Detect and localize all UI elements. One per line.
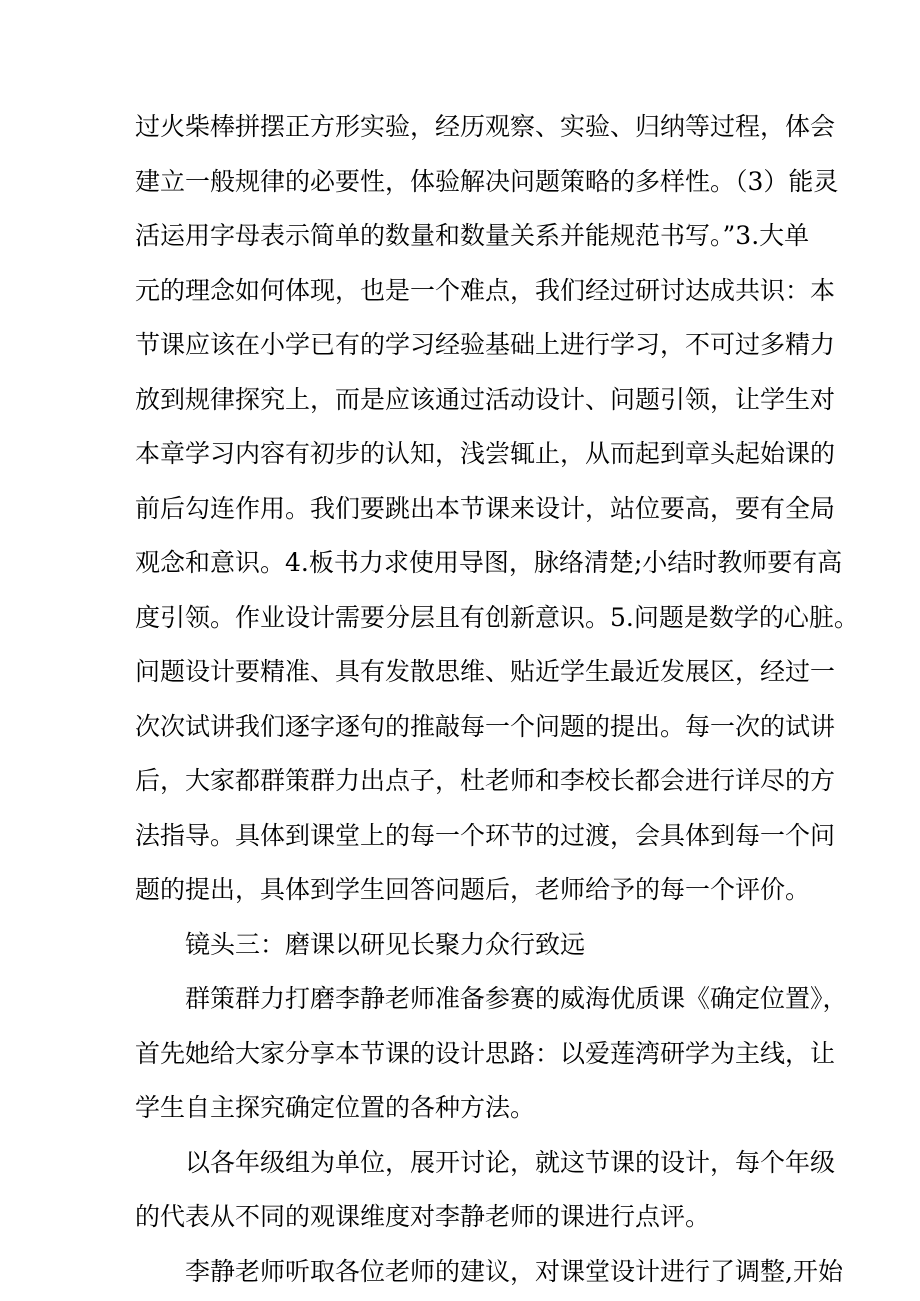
text-line: 本章学习内容有初步的认知，浅尝辄止，从而起到章头起始课的 bbox=[135, 439, 836, 468]
text-line: 群策群力打磨李静老师准备参赛的威海优质课《确定位置》， bbox=[185, 984, 848, 1013]
text-line: 放到规律探究上，而是应该通过活动设计、问题引领，让学生对 bbox=[135, 385, 836, 414]
text-line: 以各年级组为单位，展开讨论，就这节课的设计，每个年级 bbox=[185, 1148, 836, 1177]
text-line: 问题设计要精准、具有发散思维、贴近学生最近发展区，经过一 bbox=[135, 657, 836, 686]
section-heading: 镜头三：磨课以研见长聚力众行致远 bbox=[185, 930, 586, 959]
text-line: 学生自主探究确定位置的各种方法。 bbox=[135, 1093, 536, 1122]
text-line: 次次试讲我们逐字逐句的推敲每一个问题的提出。每一次的试讲 bbox=[135, 712, 836, 741]
text-line: 李静老师听取各位老师的建议，对课堂设计进行了调整,开始 bbox=[185, 1257, 843, 1286]
text-line: 首先她给大家分享本节课的设计思路：以爱莲湾研学为主线，让 bbox=[135, 1039, 836, 1068]
text-line: 节课应该在小学已有的学习经验基础上进行学习，不可过多精力 bbox=[135, 330, 836, 359]
text-line: 题的提出，具体到学生回答问题后，老师给予的每一个评价。 bbox=[135, 875, 811, 904]
text-line: 观念和意识。4.板书力求使用导图，脉络清楚;小结时教师要有高 bbox=[135, 548, 843, 577]
text-line: 前后勾连作用。我们要跳出本节课来设计，站位要高，要有全局 bbox=[135, 494, 836, 523]
text-line: 过火柴棒拼摆正方形实验，经历观察、实验、归纳等过程，体会 bbox=[135, 112, 836, 141]
text-line: 的代表从不同的观课维度对李静老师的课进行点评。 bbox=[135, 1202, 711, 1231]
text-line: 元的理念如何体现，也是一个难点，我们经过研讨达成共识：本 bbox=[135, 276, 836, 305]
text-line: 活运用字母表示简单的数量和数量关系并能规范书写。”3.大单 bbox=[135, 221, 810, 250]
text-line: 法指导。具体到课堂上的每一个环节的过渡，会具体到每一个问 bbox=[135, 821, 836, 850]
text-line: 建立一般规律的必要性，体验解决问题策略的多样性。（3）能灵 bbox=[135, 167, 839, 196]
text-line: 后，大家都群策群力出点子，杜老师和李校长都会进行详尽的方 bbox=[135, 766, 836, 795]
text-line: 度引领。作业设计需要分层且有创新意识。5.问题是数学的心脏。 bbox=[135, 603, 859, 632]
